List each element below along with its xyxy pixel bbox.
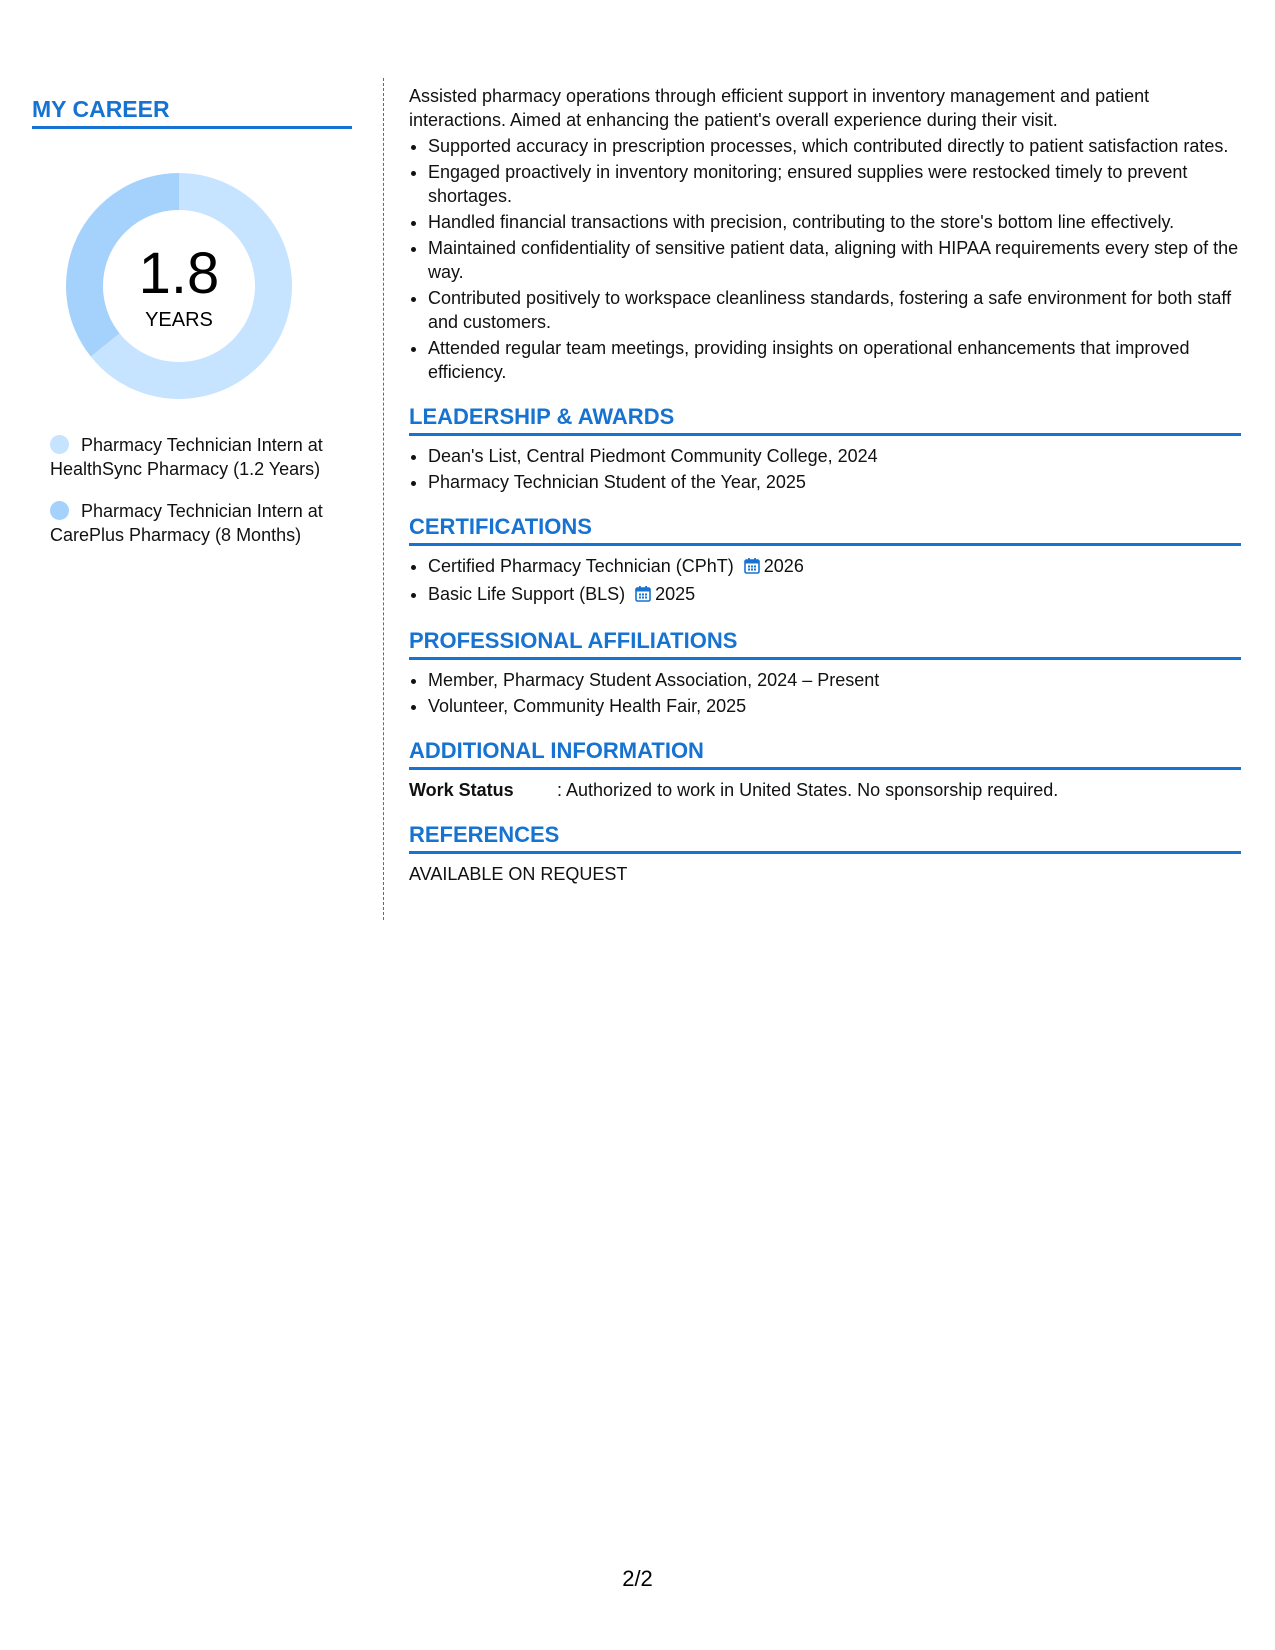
legend-label: Pharmacy Technician Intern at CarePlus Pharmacy (8 Months)	[50, 501, 323, 545]
references-text: AVAILABLE ON REQUEST	[409, 864, 628, 884]
certifications-title: CERTIFICATIONS	[409, 514, 1241, 546]
work-status-row	[409, 778, 1241, 802]
work-status-label: Work Status	[409, 780, 514, 800]
affiliations-list	[409, 668, 1241, 718]
additional-section	[409, 738, 1241, 802]
certifications-section	[409, 514, 1241, 608]
certification-item	[428, 582, 1241, 608]
experience-bullet: • Handled financial transactions with precision, contributing to the store's bottom line effectively.	[428, 210, 1241, 234]
experience-bullet: • Engaged proactively in inventory monitoring; ensured supplies were restocked timely to prevent shortages.	[428, 160, 1241, 208]
page-number: 2/2	[622, 1566, 653, 1591]
certification-name: Certified Pharmacy Technician (CPhT)	[428, 556, 734, 576]
certification-year: 2025	[655, 584, 696, 604]
career-legend-item	[50, 433, 330, 481]
experience-intro: Assisted pharmacy operations through efficient support in inventory management and patient interactions. Aimed at enhancing the patient's overall experience during their visit.	[409, 86, 1150, 130]
experience-bullet: • Maintained confidentiality of sensitive patient data, aligning with HIPAA requirements every step of the way.	[428, 236, 1241, 284]
references-section	[409, 822, 1241, 885]
work-status-value: : Authorized to work in United States. No sponsorship required.	[557, 780, 1059, 800]
calendar-icon	[635, 584, 651, 608]
awards-list	[409, 444, 1241, 494]
career-title: MY CAREER	[32, 96, 352, 129]
left-column	[32, 96, 352, 565]
experience-bullets	[409, 134, 1241, 384]
additional-title: ADDITIONAL INFORMATION	[409, 738, 1241, 770]
certification-name: Basic Life Support (BLS)	[428, 584, 626, 604]
legend-label: Pharmacy Technician Intern at HealthSync Pharmacy (1.2 Years)	[50, 435, 323, 479]
donut-total-value: 1.8	[138, 241, 220, 306]
awards-section	[409, 404, 1241, 494]
donut-total-unit: YEARS	[145, 309, 213, 331]
calendar-icon	[744, 556, 760, 580]
affiliations-title: PROFESSIONAL AFFILIATIONS	[409, 628, 1241, 660]
award-item: • Pharmacy Technician Student of the Year, 2025	[428, 470, 1241, 494]
affiliation-item: • Volunteer, Community Health Fair, 2025	[428, 694, 1241, 718]
awards-title: LEADERSHIP & AWARDS	[409, 404, 1241, 436]
career-donut-chart	[66, 173, 292, 399]
award-item: • Dean's List, Central Piedmont Community College, 2024	[428, 444, 1241, 468]
experience-bullet: • Supported accuracy in prescription processes, which contributed directly to patient satisfaction rates.	[428, 134, 1241, 158]
experience-bullet: • Attended regular team meetings, providing insights on operational enhancements that improved efficiency.	[428, 336, 1241, 384]
donut-center	[66, 173, 292, 399]
right-column	[409, 84, 1241, 885]
career-legend-item	[50, 499, 330, 547]
affiliation-item: • Member, Pharmacy Student Association, 2024 – Present	[428, 668, 1241, 692]
column-divider	[383, 78, 384, 920]
legend-dot	[50, 501, 69, 520]
legend-dot	[50, 435, 69, 454]
experience-bullet: • Contributed positively to workspace cleanliness standards, fostering a safe environment for both staff and customers.	[428, 286, 1241, 334]
references-title: REFERENCES	[409, 822, 1241, 854]
career-legend	[32, 433, 352, 547]
affiliations-section	[409, 628, 1241, 718]
certification-year: 2026	[763, 556, 804, 576]
certification-item	[428, 554, 1241, 580]
certifications-list	[409, 554, 1241, 608]
